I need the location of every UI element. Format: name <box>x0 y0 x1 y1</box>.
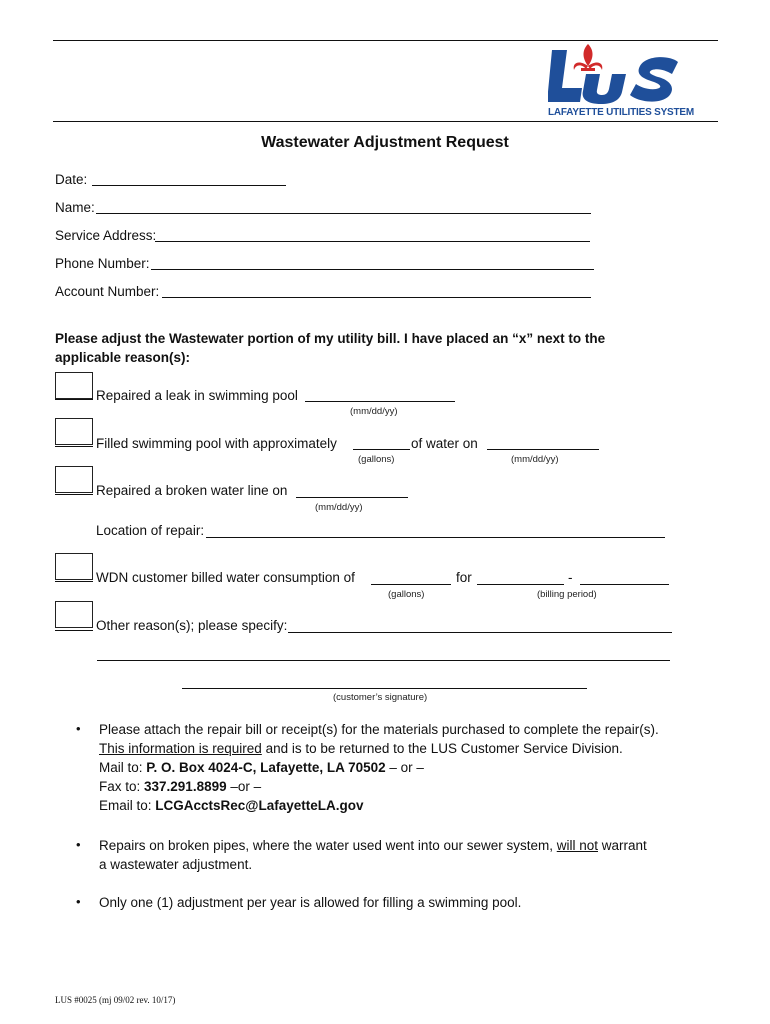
lus-logo <box>548 42 700 120</box>
reason-pool-leak-checkbox[interactable] <box>55 372 93 399</box>
account-number-label: Account Number: <box>55 284 160 299</box>
reason-wdn-gallons-field[interactable] <box>371 584 451 585</box>
reason-pool-fill-mark-line <box>55 446 93 447</box>
reason-pool-leak-date-field[interactable] <box>305 401 455 402</box>
bullet-2-line-1 <box>99 838 647 854</box>
reason-water-line-date-field[interactable] <box>296 497 408 498</box>
email-to-line <box>99 798 364 814</box>
fax-to-label: Fax to: <box>99 779 145 794</box>
form-footer: LUS #0025 (mj 09/02 rev. 10/17) <box>55 995 176 1005</box>
email-to-address[interactable]: LCGAcctsRec@LafayetteLA.gov <box>155 798 364 813</box>
reason-other-mark-line <box>55 630 93 631</box>
account-number-field[interactable] <box>162 297 591 298</box>
mail-to-address: P. O. Box 4024-C, Lafayette, LA 70502 <box>146 760 386 775</box>
date-label: Date: <box>55 172 88 187</box>
fax-to-or: –or – <box>226 779 262 794</box>
reason-pool-fill-date-field[interactable] <box>487 449 599 450</box>
phone-number-label: Phone Number: <box>55 256 150 271</box>
signature-label: (customer’s signature) <box>333 692 428 703</box>
reason-wdn-mark-line <box>55 581 93 582</box>
bullet-3-text: Only one (1) adjustment per year is allowed for filling a swimming pool. <box>99 895 522 910</box>
reason-pool-fill-date-hint: (mm/dd/yy) <box>511 454 559 465</box>
will-not-emphasis: will not <box>556 838 598 853</box>
bullet-2-line-1a: Repairs on broken pipes, where the water used went into our sewer system, <box>99 838 557 853</box>
name-field[interactable] <box>96 213 591 214</box>
reason-water-line-mark-line <box>55 494 93 495</box>
logo-subtitle: LAFAYETTE UTILITIES SYSTEM <box>548 106 695 118</box>
reason-wdn-period-hint: (billing period) <box>537 589 597 600</box>
mail-to-line <box>99 760 424 776</box>
reason-wdn-checkbox[interactable] <box>55 553 93 580</box>
signature-field[interactable] <box>182 688 587 689</box>
phone-number-field[interactable] <box>151 269 594 270</box>
fax-to-line <box>99 779 261 795</box>
reason-pool-leak-text: Repaired a leak in swimming pool <box>96 388 298 403</box>
header-bottom-rule <box>53 121 718 122</box>
reason-wdn-gallons-hint: (gallons) <box>388 589 425 600</box>
date-field[interactable] <box>92 185 286 186</box>
reason-other-checkbox[interactable] <box>55 601 93 628</box>
mail-to-or: – or – <box>385 760 424 775</box>
bullet-2-line-2: a wastewater adjustment. <box>99 857 253 872</box>
fleur-de-lis-icon <box>574 44 603 71</box>
bullet-1-line-2-rest: and is to be returned to the LUS Customer Service Division. <box>261 741 623 756</box>
reason-pool-leak-date-hint: (mm/dd/yy) <box>350 406 398 417</box>
page-title: Wastewater Adjustment Request <box>261 134 509 151</box>
bullet-1-dot: • <box>76 721 81 736</box>
reason-wdn-period-end-field[interactable] <box>580 584 669 585</box>
header-top-rule <box>53 40 718 41</box>
reason-pool-fill-gallons-hint: (gallons) <box>358 454 395 465</box>
bullet-2-dot: • <box>76 837 81 852</box>
reason-other-field-2[interactable] <box>97 660 670 661</box>
bullet-2-line-1b: warrant <box>598 838 647 853</box>
bullet-1-line-2 <box>99 741 623 757</box>
reason-wdn-text: WDN customer billed water consumption of <box>96 570 355 585</box>
reason-water-line-text: Repaired a broken water line on <box>96 483 288 498</box>
reason-wdn-dash: - <box>568 570 573 585</box>
reason-pool-fill-gallons-field[interactable] <box>353 449 410 450</box>
reason-other-field-1[interactable] <box>288 632 672 633</box>
reason-water-line-date-hint: (mm/dd/yy) <box>315 502 363 513</box>
bullet-1-line-1: Please attach the repair bill or receipt(s) for the materials purchased to complete the repair(s). <box>99 722 659 737</box>
mail-to-label: Mail to: <box>99 760 147 775</box>
email-to-label: Email to: <box>99 798 156 813</box>
service-address-field[interactable] <box>155 241 590 242</box>
reason-water-line-checkbox[interactable] <box>55 466 93 493</box>
location-of-repair-label: Location of repair: <box>96 523 205 538</box>
reason-pool-fill-mid-text: of water on <box>411 436 478 451</box>
bullet-3-dot: • <box>76 894 81 909</box>
reason-wdn-period-start-field[interactable] <box>477 584 564 585</box>
reason-wdn-for-text: for <box>456 570 472 585</box>
reason-pool-leak-mark-line <box>55 399 93 400</box>
name-label: Name: <box>55 200 95 215</box>
instruction-line-2: applicable reason(s): <box>55 350 191 365</box>
fax-to-number: 337.291.8899 <box>144 779 227 794</box>
reason-pool-fill-checkbox[interactable] <box>55 418 93 445</box>
reason-other-text: Other reason(s); please specify: <box>96 618 288 633</box>
instruction-line-1: Please adjust the Wastewater portion of my utility bill. I have placed an “x” next to the <box>55 331 606 346</box>
service-address-label: Service Address: <box>55 228 157 243</box>
required-notice: This information is required <box>99 741 262 756</box>
reason-pool-fill-text: Filled swimming pool with approximately <box>96 436 337 451</box>
location-of-repair-field[interactable] <box>206 537 665 538</box>
